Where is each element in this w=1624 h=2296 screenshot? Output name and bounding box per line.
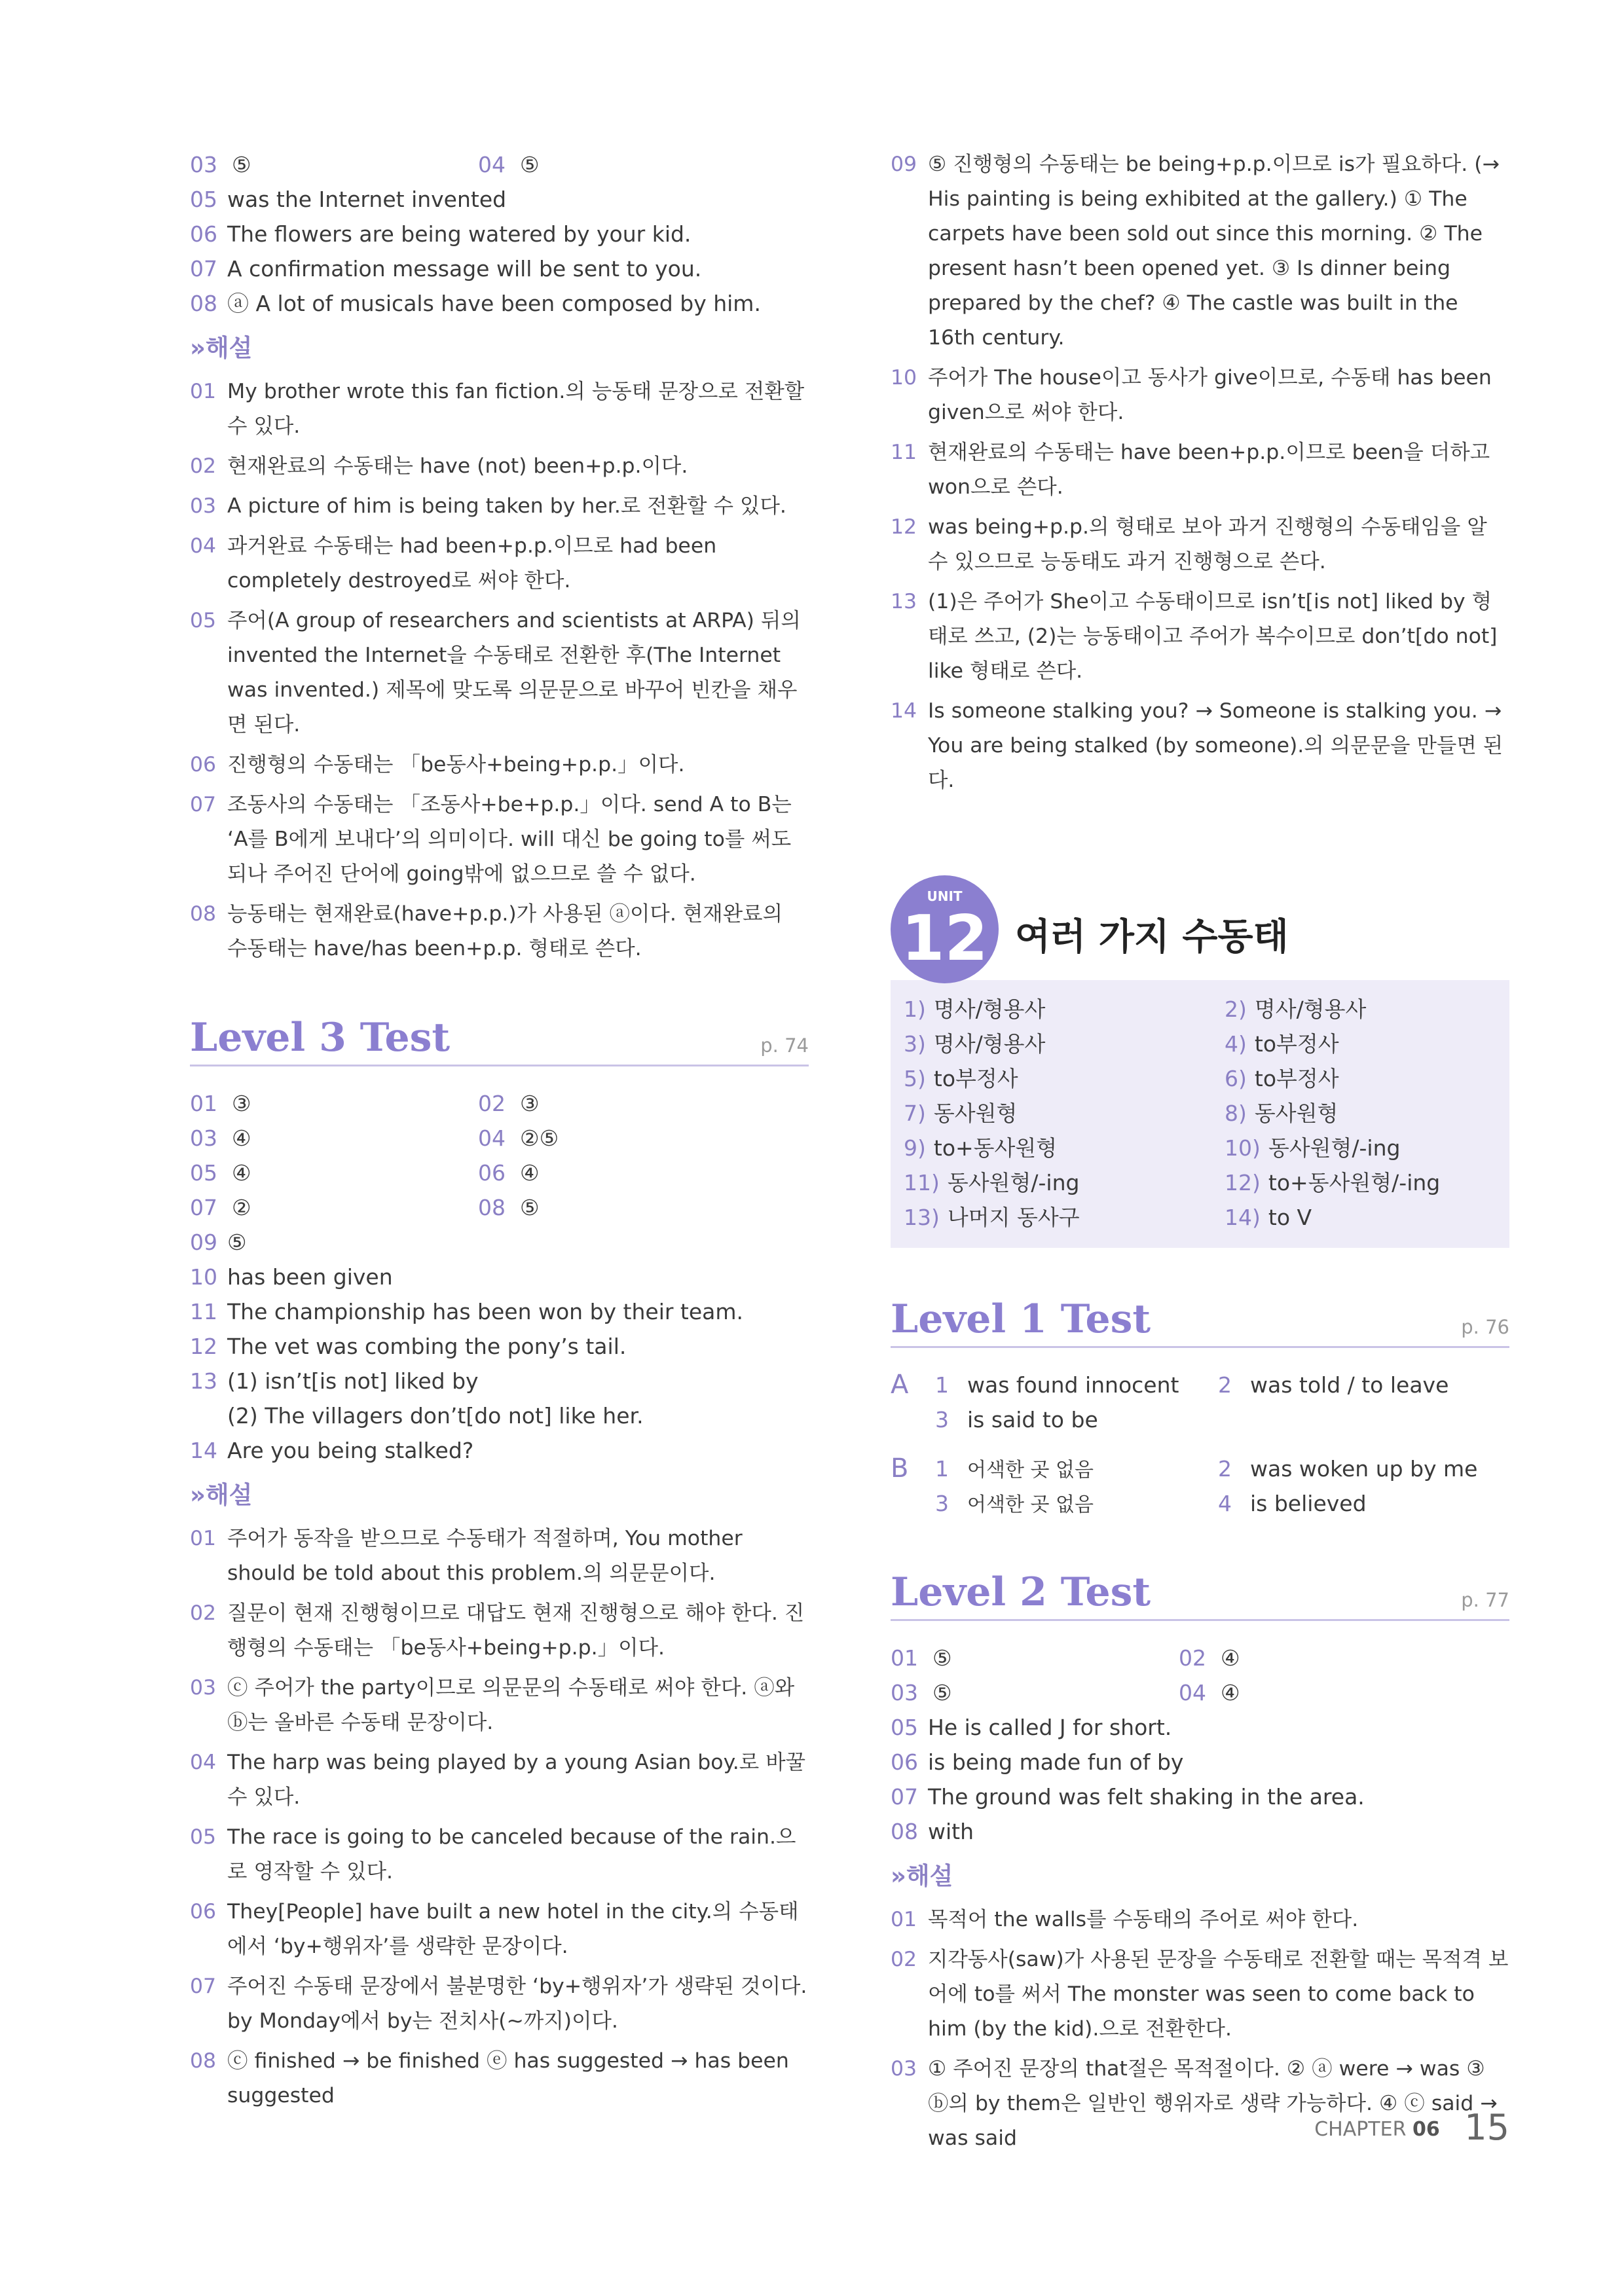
answer-row [190, 251, 809, 286]
level3-answer-pairs [190, 1086, 809, 1225]
item-text: was the Internet invented [227, 187, 507, 212]
unit-title: 여러 가지 수동태 [1015, 916, 1289, 958]
answer-cell [1218, 1451, 1477, 1486]
page-footer [1314, 2107, 1509, 2148]
item-number: 03 [891, 1680, 918, 1705]
item-number: 06 [478, 1160, 506, 1186]
answer-row [190, 1225, 809, 1260]
level2-answer-items [891, 1710, 1509, 1849]
item-value: is said to be [967, 1407, 1098, 1432]
answer-cell [904, 992, 1045, 1027]
answer-row [891, 1745, 1509, 1779]
answer-cell [1179, 1641, 1240, 1675]
unit-summary-box [891, 980, 1509, 1248]
item-text: ⓐ A lot of musicals have been composed by him. [227, 291, 761, 316]
answer-row [190, 1329, 809, 1364]
item-number: 12 [891, 515, 917, 539]
item-text: The ground was felt shaking in the area. [928, 1784, 1365, 1810]
answer-cell [478, 147, 540, 182]
item-value: to부정사 [1254, 1031, 1339, 1057]
solution-row [190, 374, 809, 444]
answer-cell [1218, 1486, 1367, 1521]
solution-row [190, 788, 809, 892]
item-text: 목적어 the walls를 수동태의 주어로 써야 한다. [928, 1908, 1359, 1931]
item-number: 10 [190, 1264, 217, 1290]
answer-pair-row [190, 1156, 809, 1190]
item-value: was found innocent [967, 1372, 1179, 1398]
item-value: 동사원형/-ing [947, 1170, 1080, 1195]
item-number: 01 [190, 1091, 217, 1116]
answer-cell [935, 1402, 1098, 1437]
item-text: He is called J for short. [928, 1715, 1172, 1740]
answer-cell [904, 1096, 1017, 1131]
item-text: 조동사의 수동태는 「조동사+be+p.p.」이다. send A to B는 ‘A를 B에게 보내다’의 의미이다. will 대신 be going to를 써도 되나 주어진 단어에 going밖에 없으므로 쓸 수 없다. [227, 793, 792, 886]
item-number: 9) [904, 1135, 926, 1161]
solution-row [190, 1969, 809, 2039]
answer-row [190, 286, 809, 321]
item-value: ④ [1221, 1680, 1240, 1705]
solution-row [190, 489, 809, 524]
item-text: 주어가 동작을 받으므로 수동태가 적절하며, You mother should be told about this problem.의 의문문이다. [227, 1527, 743, 1585]
item-number: 09 [190, 1230, 217, 1255]
item-value: ⑤ [932, 1680, 952, 1705]
answer-cell [190, 1156, 251, 1190]
item-text: has been given [227, 1264, 393, 1290]
item-value: ②⑤ [520, 1125, 559, 1151]
item-number: 02 [1179, 1645, 1206, 1671]
solution-row [891, 1942, 1509, 2047]
item-number: 14) [1225, 1205, 1261, 1230]
item-number: 06 [190, 753, 217, 776]
answer-cell [190, 147, 251, 182]
level1-page: p. 76 [1461, 1316, 1509, 1338]
item-value: ⑤ [932, 1645, 952, 1671]
item-number: 05 [891, 1715, 918, 1740]
solution-row [190, 449, 809, 484]
unit-header [891, 875, 1509, 980]
item-text: 현재완료의 수동태는 have (not) been+p.p.이다. [227, 454, 688, 478]
item-number: 7) [904, 1101, 926, 1126]
solution-row [891, 1903, 1509, 1937]
item-number: 4 [1218, 1491, 1232, 1516]
solution-row [190, 529, 809, 598]
answer-cell [904, 1061, 1018, 1096]
answer-cell [1225, 1096, 1338, 1131]
item-value: 명사/형용사 [933, 996, 1046, 1022]
right-column [891, 147, 1509, 2161]
item-number: 04 [190, 1751, 217, 1774]
item-value: 명사/형용사 [933, 1031, 1046, 1057]
item-text: The harp was being played by a young Asian boy.로 바꿀 수 있다. [227, 1751, 806, 1809]
answer-cell [1225, 1200, 1312, 1235]
item-number: 3 [935, 1491, 949, 1516]
item-number: 03 [891, 2057, 917, 2081]
item-number: 4) [1225, 1031, 1247, 1057]
item-number: 07 [190, 256, 217, 282]
answer-cell [1225, 1027, 1339, 1061]
solution-row [891, 694, 1509, 798]
solution-heading-3: »해설 [891, 1862, 953, 1890]
item-value: ⑤ [520, 1195, 540, 1220]
item-number: 02 [478, 1091, 506, 1116]
level1-row [891, 1451, 1509, 1486]
item-number: 04 [1179, 1680, 1206, 1705]
item-value: ⑤ [232, 152, 251, 177]
item-number: 1 [935, 1456, 949, 1482]
item-number: 07 [190, 1975, 217, 1998]
answer-pair-row [904, 1165, 1509, 1200]
level2-header [891, 1567, 1509, 1621]
answer-cell [891, 1675, 952, 1710]
answer-pair-row [190, 147, 809, 182]
item-number: 14 [891, 699, 917, 723]
item-text: is being made fun of by [928, 1749, 1184, 1775]
level1-row [891, 1368, 1509, 1402]
answer-cell [904, 1165, 1079, 1200]
answer-pair-row [891, 1641, 1509, 1675]
item-number: 03 [190, 1125, 217, 1151]
item-number: 11 [891, 441, 917, 464]
item-text: 질문이 현재 진행형이므로 대답도 현재 진행형으로 해야 한다. 진행형의 수동태는 「be동사+being+p.p.」이다. [227, 1601, 805, 1660]
item-value: was told / to leave [1250, 1372, 1449, 1398]
solution-row [190, 748, 809, 782]
item-number: 09 [891, 153, 917, 176]
answer-cell [478, 1086, 540, 1121]
level1-row [891, 1486, 1509, 1521]
item-value: ⑤ [520, 152, 540, 177]
level2-title: Level 2 Test [891, 1569, 1151, 1615]
left-column [190, 147, 809, 2119]
item-text: ⓒ 주어가 the party이므로 의문문의 수동태로 써야 한다. ⓐ와 ⓑ는 올바른 수동태 문장이다. [227, 1676, 795, 1734]
item-number: 07 [190, 793, 217, 816]
answer-cell [1225, 1165, 1440, 1200]
answer-row [190, 1294, 809, 1329]
level3-title: Level 3 Test [190, 1015, 451, 1061]
left-top-items [190, 182, 809, 321]
chapter-label: CHAPTER 06 [1314, 2118, 1440, 2141]
answer-cell [1225, 1131, 1400, 1165]
item-number: 01 [190, 380, 217, 403]
answer-cell [478, 1190, 540, 1225]
item-number: 02 [190, 454, 217, 478]
answer-row [891, 1814, 1509, 1849]
item-value: to부정사 [933, 1066, 1018, 1091]
item-value: 동사원형 [1254, 1101, 1338, 1126]
page-number: 15 [1464, 2107, 1509, 2148]
section-letter: A [891, 1370, 909, 1400]
answer-cell [1179, 1675, 1240, 1710]
item-value: to부정사 [1254, 1066, 1339, 1091]
item-text: A confirmation message will be sent to you. [227, 256, 702, 282]
solution-heading-1: »해설 [190, 334, 253, 362]
answer-cell [891, 1641, 952, 1675]
answer-cell [190, 1086, 251, 1121]
item-number: 05 [190, 609, 217, 632]
item-text: The race is going to be canceled because of the rain.으로 영작할 수 있다. [227, 1825, 796, 1884]
item-number: 02 [891, 1948, 917, 1971]
item-value: 어색한 곳 없음 [967, 1459, 1094, 1482]
item-text: The flowers are being watered by your kid. [227, 221, 692, 247]
item-number: 10 [891, 366, 917, 390]
item-number: 04 [478, 152, 506, 177]
solution-row [891, 585, 1509, 689]
answer-cell [1225, 992, 1366, 1027]
item-number: 03 [190, 494, 217, 518]
item-text: The championship has been won by their team. [227, 1299, 744, 1324]
item-text: 주어진 수동태 문장에서 불분명한 ‘by+행위자’가 생략된 것이다. by Monday에서 by는 전치사(~까지)이다. [227, 1975, 807, 2033]
item-text: ⑤ 진행형의 수동태는 be being+p.p.이므로 is가 필요하다. (→ His painting is being exhibited at the gallery.) ① The carpets have been sold out since this morning. ② The present hasn’t been opened yet. ③ Is dinner being prepared by the chef? ④ The castle was built in the 16th century. [928, 153, 1500, 350]
item-text: A picture of him is being taken by her.로 전환할 수 있다. [227, 494, 786, 518]
item-number: 5) [904, 1066, 926, 1091]
solution-row [190, 1522, 809, 1591]
item-value: 나머지 동사구 [947, 1205, 1080, 1230]
item-text: (2) The villagers don’t[do not] like her. [227, 1403, 644, 1429]
answer-pair-row [904, 1131, 1509, 1165]
answer-pair-row [891, 1675, 1509, 1710]
answer-row [891, 1710, 1509, 1745]
item-number: 08 [190, 2049, 217, 2073]
item-text: They[People] have built a new hotel in the city.의 수동태에서 ‘by+행위자’를 생략한 문장이다. [227, 1900, 799, 1958]
item-text: 진행형의 수동태는 「be동사+being+p.p.」이다. [227, 753, 685, 776]
item-number: 03 [190, 152, 217, 177]
answer-pair-row [190, 1190, 809, 1225]
left-top-pairs [190, 147, 809, 182]
item-value: ④ [520, 1160, 540, 1186]
item-number: 13 [190, 1368, 217, 1394]
item-text: Are you being stalked? [227, 1438, 474, 1463]
item-text: The vet was combing the pony’s tail. [227, 1334, 627, 1359]
item-text: was being+p.p.의 형태로 보아 과거 진행형의 수동태임을 알 수 있으므로 능동태도 과거 진행형으로 쓴다. [928, 515, 1487, 574]
item-number: 06 [891, 1749, 918, 1775]
item-value: ④ [232, 1160, 251, 1186]
item-value: ③ [520, 1091, 540, 1116]
item-number: 2 [1218, 1372, 1232, 1398]
level3-header [190, 1012, 809, 1066]
item-number: 07 [190, 1195, 217, 1220]
answer-cell [935, 1451, 1094, 1487]
answer-cell [1218, 1368, 1449, 1402]
item-number: 6) [1225, 1066, 1247, 1091]
solution-row [190, 1596, 809, 1666]
answer-cell [190, 1190, 251, 1225]
level2-answer-pairs [891, 1641, 1509, 1710]
answer-cell [904, 1200, 1080, 1235]
item-value: ④ [1221, 1645, 1240, 1671]
unit-number: 12 [901, 903, 988, 975]
answer-row [190, 1260, 809, 1294]
item-number: 8) [1225, 1101, 1247, 1126]
answer-cell [904, 1027, 1045, 1061]
level3-page: p. 74 [760, 1034, 809, 1057]
level3-answer-items [190, 1225, 809, 1468]
level1-title: Level 1 Test [891, 1296, 1151, 1342]
item-value: 동사원형/-ing [1268, 1135, 1401, 1161]
answer-cell [1225, 1061, 1339, 1096]
item-value: to+동사원형/-ing [1268, 1170, 1441, 1195]
item-number: 05 [190, 1160, 217, 1186]
item-value: 어색한 곳 없음 [967, 1493, 1094, 1516]
answer-pair-row [904, 1027, 1509, 1061]
answer-pair-row [904, 1096, 1509, 1131]
item-number: 02 [190, 1601, 217, 1625]
solution-list-1 [190, 374, 809, 966]
item-number: 08 [891, 1819, 918, 1844]
item-number: 12) [1225, 1170, 1261, 1195]
item-text: 현재완료의 수동태는 have been+p.p.이므로 been을 더하고 won으로 쓴다. [928, 441, 1490, 499]
solution-row [891, 510, 1509, 579]
item-value: ④ [232, 1125, 251, 1151]
answer-row [190, 1433, 809, 1468]
item-number: 3 [935, 1407, 949, 1432]
item-text: (1) isn’t[is not] liked by [227, 1368, 479, 1394]
answer-cell [478, 1121, 559, 1156]
item-number: 03 [190, 1676, 217, 1700]
item-text: 능동태는 현재완료(have+p.p.)가 사용된 ⓐ이다. 현재완료의 수동태는 have/has been+p.p. 형태로 쓴다. [227, 902, 783, 960]
level1-row [891, 1402, 1509, 1437]
item-text: My brother wrote this fan fiction.의 능동태 문장으로 전환할 수 있다. [227, 380, 805, 438]
solution-row [190, 1745, 809, 1815]
item-value: to V [1268, 1205, 1312, 1230]
solution-row [891, 361, 1509, 430]
answer-cell [935, 1368, 1179, 1402]
item-number: 08 [190, 291, 217, 316]
item-value: ③ [232, 1091, 251, 1116]
level1-header [891, 1294, 1509, 1348]
answer-cell [904, 1131, 1057, 1165]
item-number: 07 [891, 1784, 918, 1810]
item-value: 동사원형 [933, 1101, 1018, 1126]
item-number: 05 [190, 1825, 217, 1849]
item-text: 주어가 The house이고 동사가 give이므로, 수동태 has been given으로 써야 한다. [928, 366, 1492, 424]
solution-row [891, 435, 1509, 505]
solution-row [190, 897, 809, 966]
item-number: 13 [891, 590, 917, 613]
item-number: 1 [935, 1372, 949, 1398]
item-number: 04 [478, 1125, 506, 1151]
item-text: 지각동사(saw)가 사용된 문장을 수동태로 전환할 때는 목적격 보어에 to를 써서 The monster was seen to come back to him (by the kid).으로 전환한다. [928, 1948, 1509, 2041]
answer-pair-row [904, 992, 1509, 1027]
answer-row [190, 1364, 809, 1398]
item-value: to+동사원형 [933, 1135, 1058, 1161]
item-number: 05 [190, 187, 217, 212]
solution-row [190, 1671, 809, 1740]
level1-answers [891, 1368, 1509, 1521]
item-number: 12 [190, 1334, 217, 1359]
item-number: 06 [190, 221, 217, 247]
item-number: 14 [190, 1438, 217, 1463]
item-text: (1)은 주어가 She이고 수동태이므로 isn’t[is not] liked by 형태로 쓰고, (2)는 능동태이고 주어가 복수이므로 don’t[do not] like 형태로 쓴다. [928, 590, 1498, 683]
answer-cell [190, 1121, 251, 1156]
item-value: is believed [1250, 1491, 1367, 1516]
item-number: 1) [904, 996, 926, 1022]
item-text: 주어(A group of researchers and scientists at ARPA) 뒤의 invented the Internet을 수동태로 전환한 후(The Internet was invented.) 제목에 맞도록 의문문으로 바꾸어 빈칸을 채우면 된다. [227, 609, 801, 737]
item-value: 명사/형용사 [1254, 996, 1367, 1022]
level2-page: p. 77 [1461, 1589, 1509, 1611]
solution-heading-2: »해설 [190, 1481, 253, 1509]
answer-row [190, 182, 809, 217]
answer-cell [935, 1486, 1094, 1522]
answer-row [891, 1779, 1509, 1814]
item-text: 과거완료 수동태는 had been+p.p.이므로 had been completely destroyed로 써야 한다. [227, 534, 717, 592]
item-number: 11) [904, 1170, 940, 1195]
answer-cell [478, 1156, 540, 1190]
item-value: was woken up by me [1250, 1456, 1478, 1482]
answer-pair-row [904, 1200, 1509, 1235]
solution-row [190, 2044, 809, 2113]
item-text: Is someone stalking you? → Someone is stalking you. → You are being stalked (by someone).의 의문문을 만들면 된다. [928, 699, 1504, 792]
section-letter: B [891, 1453, 909, 1484]
answer-row [190, 1398, 809, 1433]
item-number: 13) [904, 1205, 940, 1230]
unit-label: UNIT [927, 888, 963, 904]
item-text: ⑤ [227, 1230, 247, 1255]
item-number: 01 [891, 1645, 918, 1671]
solution-row [190, 1895, 809, 1964]
item-number: 04 [190, 534, 217, 558]
item-number: 01 [190, 1527, 217, 1550]
item-number: 08 [190, 902, 217, 926]
item-text: ⓒ finished → be finished ⓔ has suggested → has been suggested [227, 2049, 789, 2107]
solution-row [190, 1820, 809, 1889]
solution-row [190, 604, 809, 742]
item-value: ② [232, 1195, 251, 1220]
item-number: 3) [904, 1031, 926, 1057]
item-number: 08 [478, 1195, 506, 1220]
item-number: 11 [190, 1299, 217, 1324]
answer-cell [1218, 1402, 1236, 1437]
item-number: 2 [1218, 1456, 1232, 1482]
item-number: 06 [190, 1900, 217, 1923]
item-number: 10) [1225, 1135, 1261, 1161]
solution-row [891, 147, 1509, 355]
answer-pair-row [904, 1061, 1509, 1096]
item-number: 01 [891, 1908, 917, 1931]
right-top-items [891, 147, 1509, 798]
answer-pair-row [190, 1086, 809, 1121]
answer-row [190, 217, 809, 251]
item-text: with [928, 1819, 974, 1844]
item-number: 2) [1225, 996, 1247, 1022]
answer-pair-row [190, 1121, 809, 1156]
item-text: ① 주어진 문장의 that절은 목적절이다. ② ⓐ were → was ③ ⓑ의 by them은 일반인 행위자로 생략 가능하다. ④ ⓒ said → was said [928, 2057, 1498, 2150]
solution-list-2 [190, 1522, 809, 2113]
